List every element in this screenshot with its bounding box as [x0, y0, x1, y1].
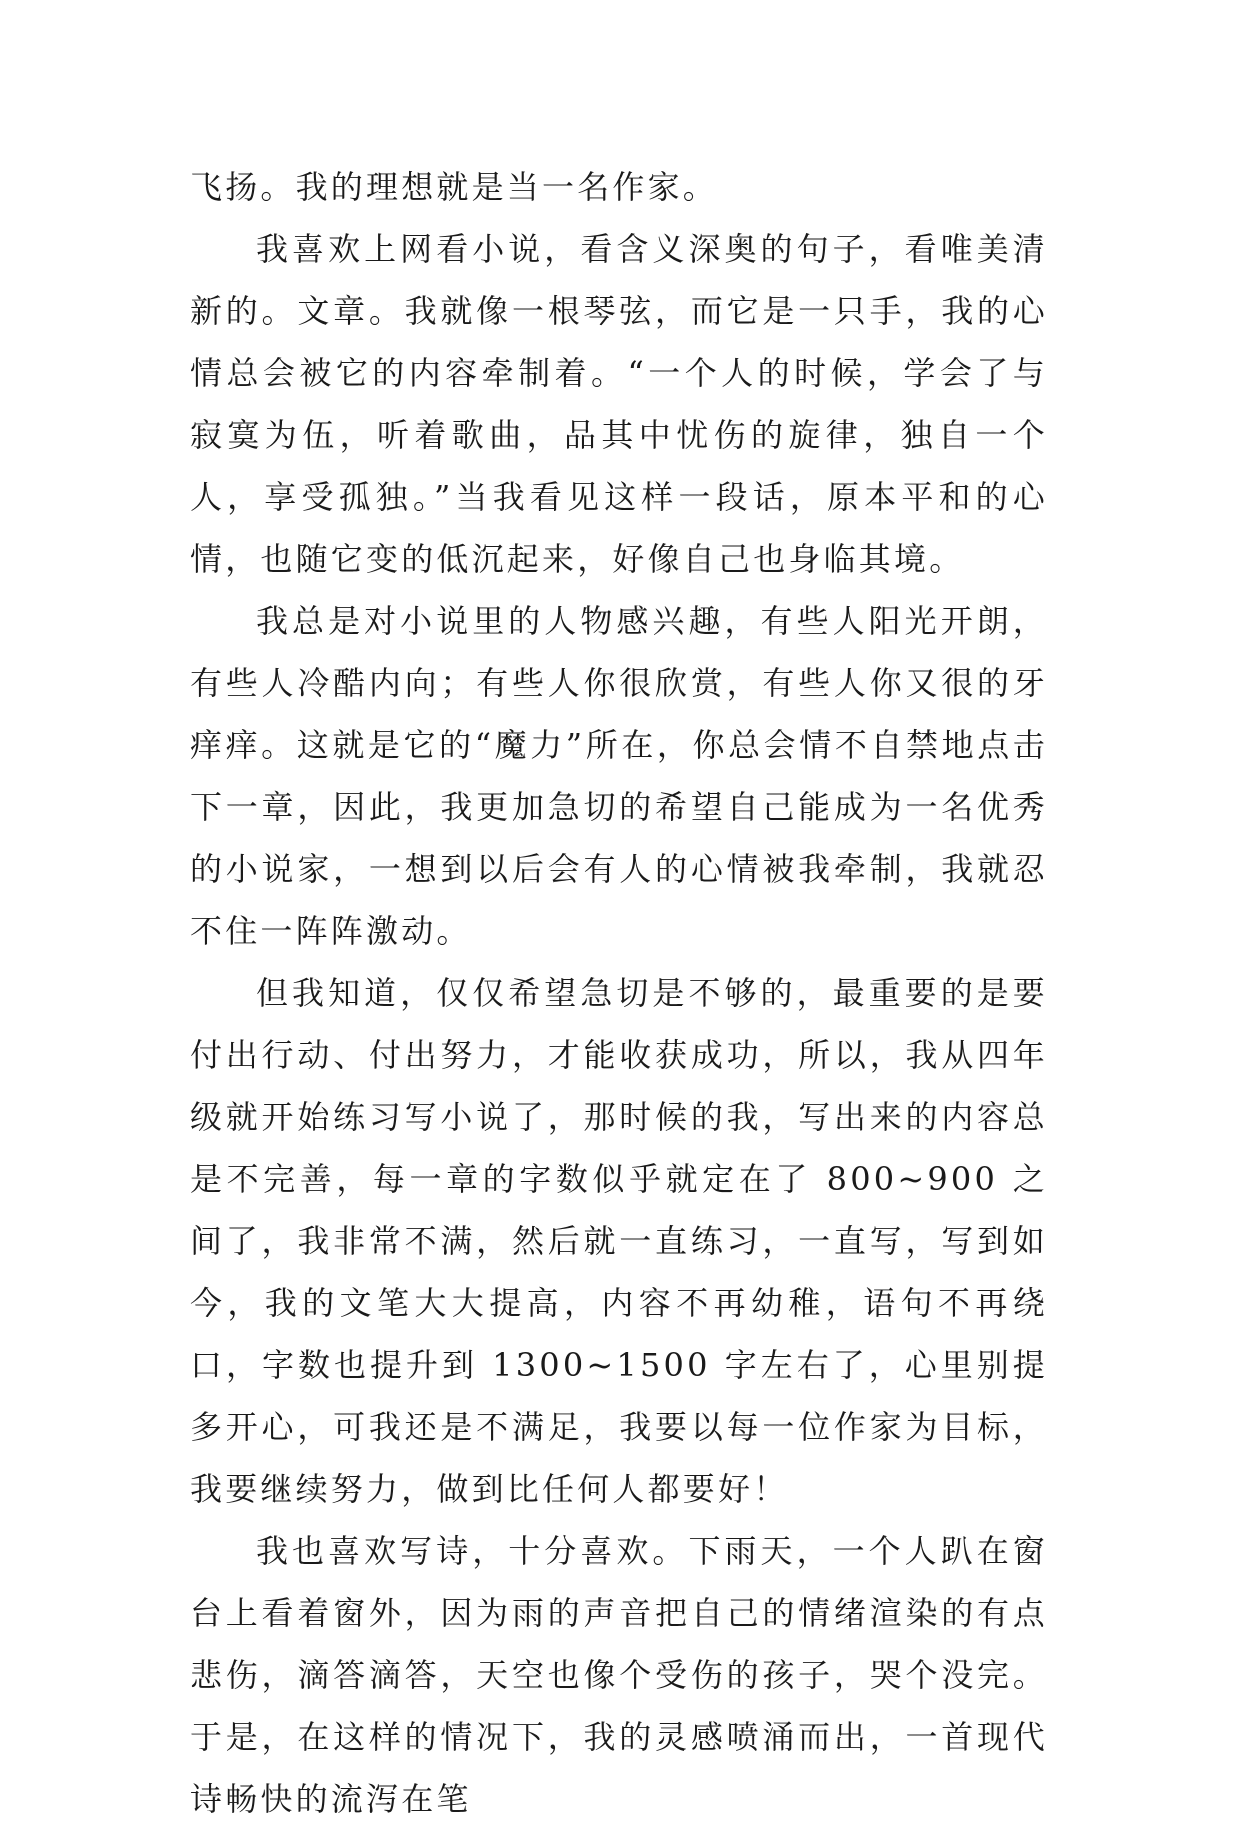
paragraph-continuation: 飞扬。我的理想就是当一名作家。: [190, 168, 719, 206]
paragraph-writing-poems: 我也喜欢写诗，十分喜欢。下雨天，一个人趴在窗台上看着窗外，因为雨的声音把自己的情绪渲染的有点悲伤，滴答滴答，天空也像个受伤的孩子，哭个没完。于是，在这样的情况下，我的灵感喷涌而出，一首现代诗畅快的流泻在笔: [190, 1532, 1048, 1818]
paragraph-reading-novels: 我喜欢上网看小说，看含义深奥的句子，看唯美清新的。文章。我就像一根琴弦，而它是一只手，我的心情总会被它的内容牵制着。“一个人的时候，学会了与寂寞为伍，听着歌曲，品其中忧伤的旋律，独自一个人，享受孤独。”当我看见这样一段话，原本平和的心情，也随它变的低沉起来，好像自己也身临其境。: [190, 230, 1048, 578]
paragraph-novel-characters: 我总是对小说里的人物感兴趣，有些人阳光开朗，有些人冷酷内向；有些人你很欣赏，有些人你又很的牙痒痒。这就是它的“魔力”所在，你总会情不自禁地点击下一章，因此，我更加急切的希望自己能成为一名优秀的小说家，一想到以后会有人的心情被我牵制，我就忍不住一阵阵激动。: [190, 602, 1048, 950]
document-body: [190, 156, 1048, 1830]
paragraph-practice-writing: 但我知道，仅仅希望急切是不够的，最重要的是要付出行动、付出努力，才能收获成功，所以，我从四年级就开始练习写小说了，那时候的我，写出来的内容总是不完善，每一章的字数似乎就定在了 800~900 之间了，我非常不满，然后就一直练习，一直写，写到如今，我的文笔大大提高，内容不再幼稚，语句不再绕口，字数也提升到 1300~1500 字左右了，心里别提多开心，可我还是不满足，我要以每一位作家为目标，我要继续努力，做到比任何人都要好！: [190, 974, 1048, 1508]
